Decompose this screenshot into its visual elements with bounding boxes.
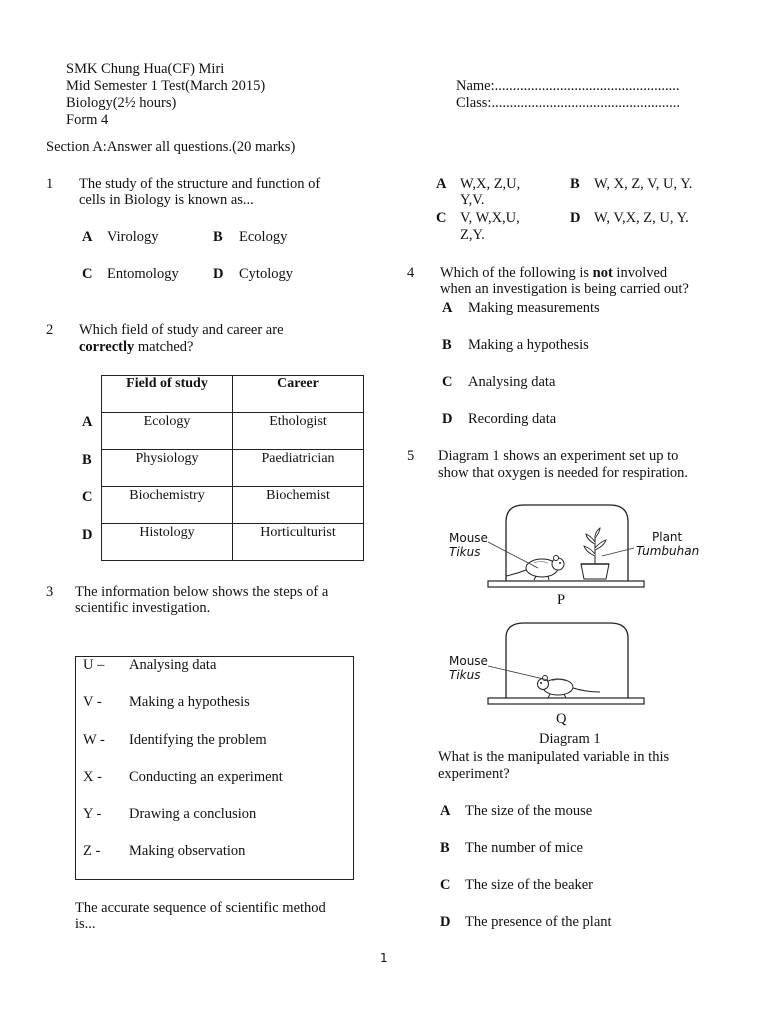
q4-emphasis: not [592,265,613,281]
q5-option-a-letter: A [440,803,451,819]
q3-step-code: U – [83,657,105,673]
q3-step-text: Analysing data [129,657,217,673]
q4-stem-pre: Which of the following is [440,265,593,281]
school-name: SMK Chung Hua(CF) Miri [66,61,225,77]
q2-field-a: Ecology [102,413,233,450]
q3-option-d-line1: W, V,X, Z, U, Y. [594,210,689,226]
q2-header-field: Field of study [102,376,233,413]
diagram-p-pointers [486,530,656,580]
q3-option-a-line1: W,X, Z,U, [460,176,521,192]
q1-number: 1 [46,176,54,192]
q2-field-b: Physiology [102,450,233,487]
q4-stem-line2: when an investigation is being carried out? [440,281,689,297]
q1-option-c-letter: C [82,266,93,282]
q3-option-c-letter: C [436,210,447,226]
q2-emphasis: correctly [79,339,135,355]
q4-option-d-letter: D [442,411,453,427]
q2-number: 2 [46,322,54,338]
q5-option-b-text: The number of mice [465,840,583,856]
q1-option-d-letter: D [213,266,224,282]
q5-question-line1: What is the manipulated variable in this [438,749,670,765]
q3-stem-line2: scientific investigation. [75,600,211,616]
q1-stem-line2: cells in Biology is known as... [79,192,254,208]
q5-option-d-text: The presence of the plant [465,914,612,930]
q4-number: 4 [407,265,415,281]
form-level: Form 4 [66,112,109,128]
q5-question-line2: experiment? [438,766,510,782]
q5-option-b-letter: B [440,840,450,856]
q4-option-b-letter: B [442,337,452,353]
q3-stem-line1: The information below shows the steps of a [75,584,329,600]
q5-option-c-text: The size of the beaker [465,877,594,893]
q3-option-c-line2: Z,Y. [460,227,485,243]
q3-number: 3 [46,584,54,600]
table-row [102,487,364,524]
diagram-q-pointer [486,660,566,690]
q2-career-b: Paediatrician [233,450,364,487]
q4-option-d-text: Recording data [468,411,557,427]
diagram-q-tikus-label: Tikus [449,668,481,682]
q4-option-c-letter: C [442,374,453,390]
q2-field-d: Histology [102,524,233,561]
q3-closing-line1: The accurate sequence of scientific method [75,900,326,916]
name-field: Name:................................................... [456,78,680,94]
diagram-p-tikus-label: Tikus [449,545,481,559]
q4-option-c-text: Analysing data [468,374,556,390]
q3-closing-line2: is... [75,916,96,932]
q4-option-a-text: Making measurements [468,300,600,316]
q4-option-b-text: Making a hypothesis [468,337,589,353]
q4-option-a-letter: A [442,300,453,316]
q3-step-text: Making observation [129,843,246,859]
diagram-p-tumbuhan-label: Tumbuhan [636,544,700,558]
q3-option-b-line1: W, X, Z, V, U, Y. [594,176,693,192]
q1-option-c-text: Entomology [107,266,179,282]
q2-table-header [102,376,364,413]
q5-stem-line2: show that oxygen is needed for respiration. [438,465,689,481]
q3-step-text: Making a hypothesis [129,694,250,710]
q3-step-code: W - [83,732,105,748]
q3-option-a-line2: Y,V. [460,192,485,208]
q1-stem-line1: The study of the structure and function of [79,176,321,192]
q3-step-code: X - [83,769,102,785]
q1-option-b-letter: B [213,229,223,245]
q2-row-d-letter: D [82,527,93,543]
q1-option-a-text: Virology [107,229,159,245]
q3-option-b-letter: B [570,176,580,192]
section-heading: Section A:Answer all questions.(20 marks) [46,139,296,155]
q5-number: 5 [407,448,415,464]
q5-option-d-letter: D [440,914,451,930]
q5-stem-line1: Diagram 1 shows an experiment set up to [438,448,679,464]
diagram-label-q: Q [556,711,567,727]
q3-option-c-line1: V, W,X,U, [460,210,520,226]
diagram-caption: Diagram 1 [539,731,601,747]
q2-field-c: Biochemistry [102,487,233,524]
table-row [102,450,364,487]
q3-step-code: Y - [83,806,102,822]
class-field: Class:.................................................... [456,95,680,111]
q2-career-c: Biochemist [233,487,364,524]
q1-option-b-text: Ecology [239,229,288,245]
exam-title: Mid Semester 1 Test(March 2015) [66,78,266,94]
table-row [102,524,364,561]
q2-stem-line1: Which field of study and career are [79,322,284,338]
q5-option-a-text: The size of the mouse [465,803,593,819]
q2-header-career: Career [233,376,364,413]
q2-row-b-letter: B [82,452,92,468]
q3-step-code: Z - [83,843,101,859]
q2-table [101,375,364,561]
q1-option-a-letter: A [82,229,93,245]
subject-duration: Biology(2½ hours) [66,95,177,111]
q3-step-text: Drawing a conclusion [129,806,257,822]
q3-step-code: V - [83,694,102,710]
q4-stem-line1 [440,265,667,282]
diagram-q-mouse-label: Mouse [449,654,488,668]
q3-step-text: Identifying the problem [129,732,267,748]
q2-row-c-letter: C [82,489,93,505]
q5-option-c-letter: C [440,877,451,893]
q1-option-d-text: Cytology [239,266,293,282]
q2-career-a: Ethologist [233,413,364,450]
diagram-p-plant-label: Plant [652,530,683,544]
diagram-label-p: P [557,592,566,608]
page-number: 1 [380,951,388,965]
q4-stem-post: involved [612,265,668,281]
q2-stem-line2 [79,339,193,356]
q3-step-text: Conducting an experiment [129,769,283,785]
q2-row-a-letter: A [82,414,93,430]
q3-option-d-letter: D [570,210,581,226]
q2-career-d: Horticulturist [233,524,364,561]
q3-option-a-letter: A [436,176,447,192]
diagram-p-mouse-label: Mouse [449,531,488,545]
table-row [102,413,364,450]
q2-stem-rest: matched? [134,339,194,355]
